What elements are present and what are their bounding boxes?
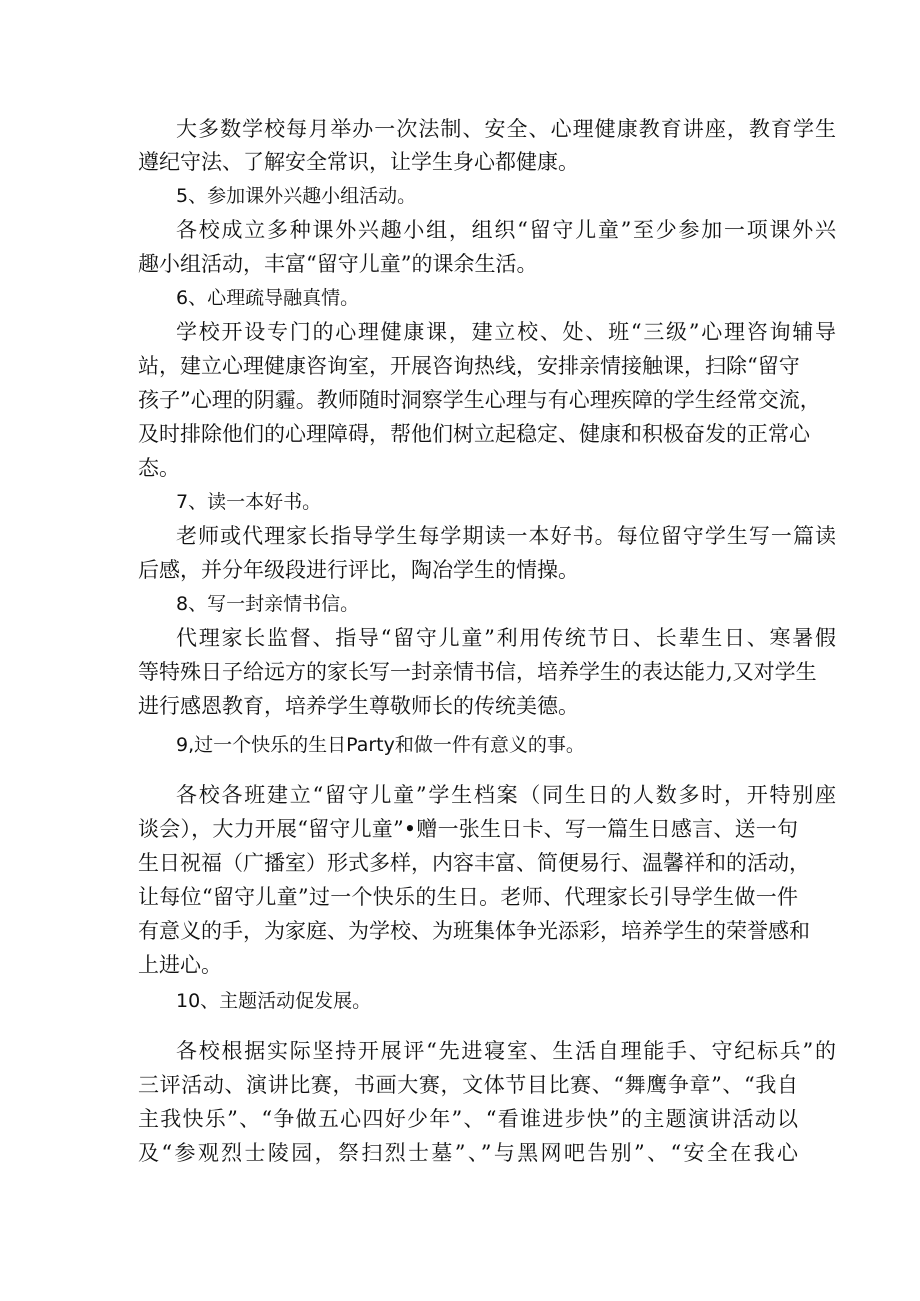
paragraph-line: 趣小组活动，丰富“留守儿童”的课余生活。	[138, 252, 538, 276]
paragraph-line: 老师或代理家长指导学生每学期读一本好书。每位留守学生写一篇读	[176, 524, 836, 548]
paragraph-line: 有意义的手，为家庭、为学校、为班集体争光添彩，培养学生的荣誉感和	[138, 919, 810, 943]
paragraph-line: 主我快乐”、“争做五心四好少年”、“看谁进步快”的主题演讲活动以	[138, 1107, 798, 1131]
section-heading: 10、主题活动促发展。	[176, 990, 372, 1012]
paragraph-line: 孩子”心理的阴霾。教师随时洞察学生心理与有心理疾障的学生经常交流，	[138, 388, 821, 412]
paragraph-line: 遵纪守法、了解安全常识，让学生身心都健康。	[138, 150, 579, 174]
section-heading: 7、读一本好书。	[176, 491, 322, 513]
paragraph-line: 进行感恩教育，培养学生尊敬师长的传统美德。	[138, 694, 579, 718]
paragraph-line: 及时排除他们的心理障碍，帮他们树立起稳定、健康和积极奋发的正常心	[138, 422, 810, 446]
paragraph-line: 各校根据实际坚持开展评“先进寝室、生活自理能手、守纪标兵”的	[176, 1039, 836, 1063]
paragraph-line: 让每位“留守儿童”过一个快乐的生日。老师、代理家长引导学生做一件	[138, 885, 798, 909]
paragraph-line: 大多数学校每月举办一次法制、安全、心理健康教育讲座，教育学生	[176, 117, 836, 141]
paragraph-line: 各校成立多种课外兴趣小组，组织“留守儿童”至少参加一项课外兴	[176, 218, 836, 242]
paragraph-line: 三评活动、演讲比赛，书画大赛，文体节目比赛、“舞鹰争章”、“我自	[138, 1073, 798, 1097]
section-heading: 9,过一个快乐的生日Party和做一件有意义的事。	[176, 734, 585, 756]
paragraph-line: 生日祝福（广播室）形式多样，内容丰富、简便易行、温馨祥和的活动，	[138, 851, 810, 875]
paragraph-line: 及“参观烈士陵园，祭扫烈士墓”、”与黑网吧告别”、“安全在我心	[138, 1141, 798, 1165]
paragraph-line: 等特殊日子给远方的家长写一封亲情书信，培养学生的表达能力,又对学生	[138, 660, 817, 684]
section-heading: 5、参加课外兴趣小组活动。	[176, 185, 417, 207]
paragraph-line: 上进心。	[138, 953, 222, 977]
paragraph-line: 态。	[138, 456, 180, 480]
paragraph-line: 谈会），大力开展“留守儿童”•赠一张生日卡、写一篇生日感言、送一句	[138, 817, 798, 841]
paragraph-line: 后感，并分年级段进行评比，陶冶学生的情操。	[138, 558, 579, 582]
paragraph-line: 站，建立心理健康咨询室，开展咨询热线，安排亲情接触课，扫除“留守	[138, 354, 800, 378]
paragraph-line: 代理家长监督、指导“留守儿童”利用传统节日、长辈生日、寒暑假	[176, 626, 836, 650]
paragraph-line: 各校各班建立“留守儿童”学生档案（同生日的人数多时，开特别座	[176, 783, 836, 807]
section-heading: 8、写一封亲情书信。	[176, 593, 360, 615]
section-heading: 6、心理疏导融真情。	[176, 287, 360, 309]
paragraph-line: 学校开设专门的心理健康课，建立校、处、班“三级”心理咨询辅导	[176, 320, 836, 344]
